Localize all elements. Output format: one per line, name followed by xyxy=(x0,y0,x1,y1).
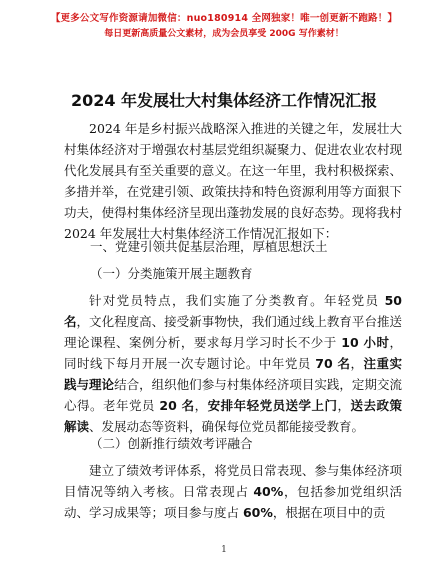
promo-banner xyxy=(0,0,448,70)
practice-theory-emphasis: 注重实践与理论 xyxy=(64,356,402,392)
text-run: ， xyxy=(194,398,208,413)
text-run: 结合，组织他们参与村集体经济项目实践，定期交流心得。老年党员 xyxy=(64,377,402,413)
text-run: ，文化程度高、接受新事物快，我们通过线上教育平台推送理论课程、案例分析，要求每月学习时长不少于 xyxy=(64,314,402,350)
young-members-count: 50 名 xyxy=(64,293,402,329)
text-run: 、发展动态等资料，确保每位党员都能接受教育。 xyxy=(89,419,365,434)
subsection-2-heading: （二）创新推行绩效考评融合 xyxy=(90,436,253,451)
subsection-2-paragraph xyxy=(64,460,402,523)
text-run: 建立了绩效考评体系，将党员日常表现、参与集体经济项目情况等纳入考核。日常表现占 xyxy=(64,463,402,499)
section-1-heading: 一、党建引领共促基层治理，厚植思想沃土 xyxy=(90,239,328,254)
door-to-door-study: 安排年轻党员送学上门 xyxy=(207,398,338,413)
daily-performance-weight: 40% xyxy=(253,484,284,499)
text-run: ，同时线下每月开展一次专题讨论。中年党员 xyxy=(64,335,402,371)
banner-line-2: 每日更新高质量公文素材，成为会员享受 200G 写作素材！ xyxy=(104,29,344,39)
document-title: 2024 年发展壮大村集体经济工作情况汇报 xyxy=(70,91,378,110)
banner-line-1: 【更多公文写作资源请加微信：nuo180914 全网独家！唯一创更新不跑路！】 xyxy=(50,13,398,24)
text-run: 针对党员特点，我们实施了分类教育。年轻党员 xyxy=(89,293,385,308)
subsection-1-paragraph xyxy=(64,290,402,437)
study-hours: 10 小时 xyxy=(341,335,390,350)
project-participation-weight: 60% xyxy=(242,505,273,520)
intro-paragraph: 2024 年是乡村振兴战略深入推进的关键之年，发展壮大村集体经济对于增强农村基层党组织凝聚力、促进农业农村现代化发展具有至关重要的意义。在这一年里，我村积极探索、多措并举，在党建引领、政策扶持和特色资源利用等方面狠下功夫，使得村集体经济呈现出蓬勃发展的良好态势。现将我村 2024 年发展壮大村集体经济工作情况汇报如下： xyxy=(64,121,402,241)
text-run: ， xyxy=(350,356,364,371)
page-number: 1 xyxy=(221,545,227,555)
text-run: ，根据在项目中的贡 xyxy=(272,505,386,520)
subsection-1-heading: （一）分类施策开展主题教育 xyxy=(90,266,253,281)
policy-interpretation: 送去政策解读 xyxy=(64,398,402,434)
text-run: ， xyxy=(337,398,351,413)
text-run: ，包括参加党组织活动、学习成果等；项目参与度占 xyxy=(64,484,402,520)
middle-members-count: 70 名 xyxy=(315,356,351,371)
old-members-count: 20 名 xyxy=(159,398,195,413)
